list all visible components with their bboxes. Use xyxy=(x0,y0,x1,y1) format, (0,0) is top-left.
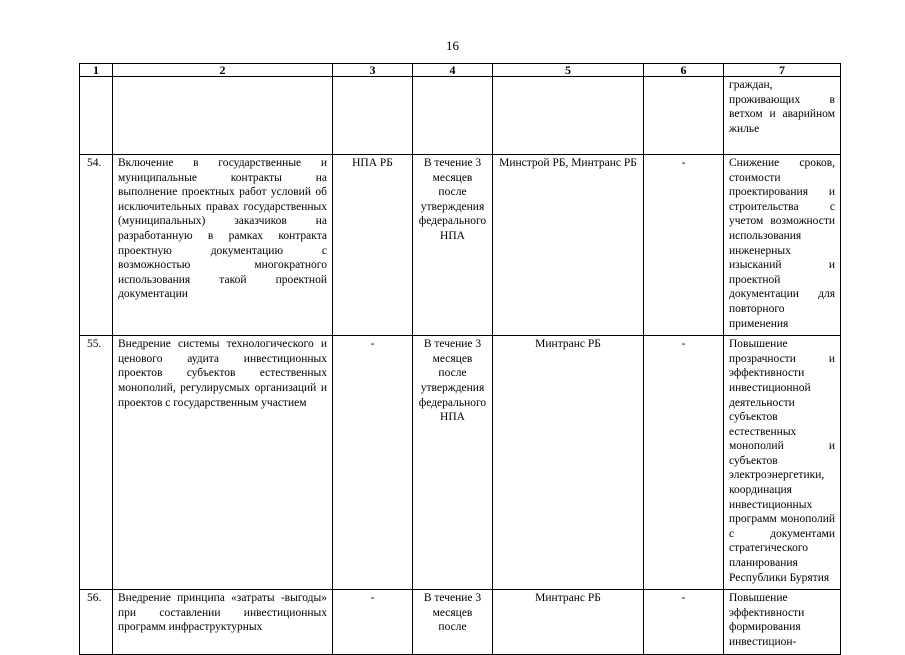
page-number: 16 xyxy=(446,38,459,53)
column-header: 5 xyxy=(493,64,644,77)
term-cell: В течение 3 месяцев после утверждения федерального НПА xyxy=(413,155,493,336)
column-header: 2 xyxy=(113,64,333,77)
table-row xyxy=(80,77,841,155)
result-cell: граждан, проживающих в ветхом и аварийном жилье xyxy=(724,77,841,155)
term-cell: В течение 3 месяцев после утверждения федерального НПА xyxy=(413,336,493,590)
table-row xyxy=(80,336,841,590)
row-number: 56. xyxy=(80,590,113,654)
result-cell: Снижение сроков, стоимости проектирования и строительства с учетом возможности использования инженерных изысканий и проектной документации для повторного применения xyxy=(724,155,841,336)
executor-cell: Минтранс РБ xyxy=(493,590,644,654)
column-header: 7 xyxy=(724,64,841,77)
column-header: 1 xyxy=(80,64,113,77)
row-number: 54. xyxy=(80,155,113,336)
column-header: 4 xyxy=(413,64,493,77)
result-cell: Повышение эффективности формирования инвестицион- xyxy=(724,590,841,654)
row-number xyxy=(80,77,113,155)
table-row xyxy=(80,155,841,336)
measure-cell xyxy=(113,77,333,155)
measures-table-viewport xyxy=(79,63,840,648)
measures-table xyxy=(79,63,841,655)
row-number: 55. xyxy=(80,336,113,590)
amount-cell: - xyxy=(644,336,724,590)
document-type-cell: - xyxy=(333,590,413,654)
column-header: 3 xyxy=(333,64,413,77)
measure-cell: Внедрение системы технологического и ценового аудита инвестиционных проектов субъектов естественных монополий, регулирусмых организаций и проектов с государственным участием xyxy=(113,336,333,590)
table-header-row xyxy=(80,64,841,77)
document-type-cell: - xyxy=(333,336,413,590)
document-type-cell xyxy=(333,77,413,155)
document-type-cell: НПА РБ xyxy=(333,155,413,336)
measure-cell: Включение в государственные и муниципальные контракты на выполнение проектных работ условий об исключительных правах государственных (муниципальных) заказчиков на разработанную в рамках контракта проектную документацию с возможностью многократного использования такой проектной документации xyxy=(113,155,333,336)
executor-cell: Минстрой РБ, Минтранс РБ xyxy=(493,155,644,336)
term-cell xyxy=(413,77,493,155)
executor-cell: Минтранс РБ xyxy=(493,336,644,590)
result-cell: Повышение прозрачности и эффективности инвестиционной деятельности субъектов естественных монополий и субъектов электроэнергетики, координация инвестиционных программ монополий с документами стратегического планирования Республики Бурятия xyxy=(724,336,841,590)
measure-cell: Внедрение принципа «затраты -выгоды» при составлении инвестиционных программ инфраструктурных xyxy=(113,590,333,654)
table-row xyxy=(80,590,841,654)
amount-cell: - xyxy=(644,155,724,336)
column-header: 6 xyxy=(644,64,724,77)
term-cell: В течение 3 месяцев после xyxy=(413,590,493,654)
amount-cell: - xyxy=(644,590,724,654)
executor-cell xyxy=(493,77,644,155)
amount-cell xyxy=(644,77,724,155)
